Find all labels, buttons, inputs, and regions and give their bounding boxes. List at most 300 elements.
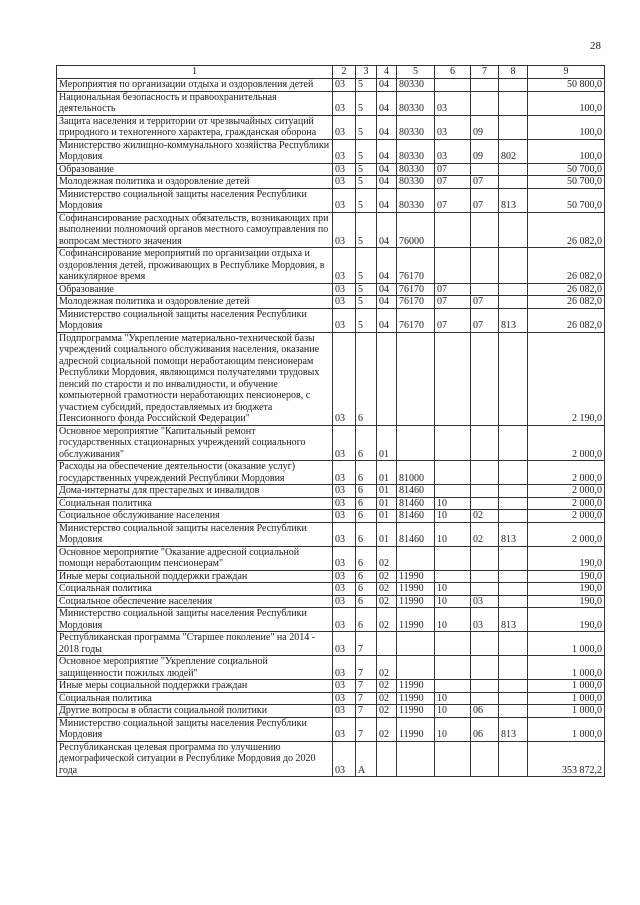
code-ministry bbox=[499, 283, 528, 296]
code-event: 04 bbox=[377, 139, 397, 163]
row-name: Министерство жилищно-коммунального хозяйства Республики Мордовия bbox=[57, 139, 333, 163]
column-header: 5 bbox=[397, 66, 435, 79]
code-direction: 80330 bbox=[397, 163, 435, 176]
code-subprogram: 7 bbox=[356, 717, 377, 741]
code-direction bbox=[397, 741, 435, 777]
code-subprogram: 7 bbox=[356, 632, 377, 656]
code-event: 04 bbox=[377, 79, 397, 92]
code-program: 03 bbox=[333, 680, 356, 693]
code-section: 10 bbox=[435, 595, 471, 608]
code-ministry bbox=[499, 692, 528, 705]
code-subsection: 02 bbox=[471, 522, 499, 546]
code-event: 04 bbox=[377, 283, 397, 296]
code-subsection: 06 bbox=[471, 717, 499, 741]
code-subprogram: 6 bbox=[356, 510, 377, 523]
code-section bbox=[435, 485, 471, 498]
code-direction bbox=[397, 656, 435, 680]
row-name: Подпрограмма "Укрепление материально-технической базы учреждений социального обслуживания населения, оказание адресной социальной помощи неработающим пенсионерам Республики Мордовия, являющимся получателями трудовых пенсий по старости и по инвалидности, и обучение компьютерной грамотности неработающих пенсионеров, с участием субсидий, предоставляемых из бюджета Пенсионного фонда Российской Федерации" bbox=[57, 332, 333, 425]
code-event: 01 bbox=[377, 510, 397, 523]
column-header: 7 bbox=[471, 66, 499, 79]
page-number: 28 bbox=[590, 40, 601, 52]
row-name: Молодежная политика и оздоровление детей bbox=[57, 176, 333, 189]
row-name: Софинансирование расходных обязательств, возникающих при выполнении полномочий органов местного самоуправления по вопросам местного значения bbox=[57, 212, 333, 248]
code-subsection: 03 bbox=[471, 608, 499, 632]
code-section: 10 bbox=[435, 497, 471, 510]
code-subprogram: 5 bbox=[356, 308, 377, 332]
code-direction: 81460 bbox=[397, 522, 435, 546]
code-ministry: 813 bbox=[499, 188, 528, 212]
code-direction: 80330 bbox=[397, 139, 435, 163]
code-subprogram: 5 bbox=[356, 248, 377, 284]
code-ministry bbox=[499, 510, 528, 523]
code-event: 04 bbox=[377, 163, 397, 176]
code-direction bbox=[397, 546, 435, 570]
row-amount: 50 700,0 bbox=[528, 176, 605, 189]
code-program: 03 bbox=[333, 608, 356, 632]
code-ministry bbox=[499, 212, 528, 248]
row-amount: 190,0 bbox=[528, 583, 605, 596]
row-name: Образование bbox=[57, 163, 333, 176]
column-header: 2 bbox=[333, 66, 356, 79]
row-amount: 190,0 bbox=[528, 608, 605, 632]
code-subprogram: 6 bbox=[356, 595, 377, 608]
row-name: Национальная безопасность и правоохранительная деятельность bbox=[57, 91, 333, 115]
row-name: Министерство социальной защиты населения Республики Мордовия bbox=[57, 188, 333, 212]
row-name: Образование bbox=[57, 283, 333, 296]
code-program: 03 bbox=[333, 296, 356, 309]
code-section bbox=[435, 656, 471, 680]
table-row bbox=[57, 308, 605, 332]
code-subsection bbox=[471, 570, 499, 583]
code-program: 03 bbox=[333, 485, 356, 498]
code-event: 04 bbox=[377, 188, 397, 212]
code-direction: 81460 bbox=[397, 510, 435, 523]
row-name: Основное мероприятие "Оказание адресной социальной помощи неработающим пенсионерам" bbox=[57, 546, 333, 570]
code-ministry bbox=[499, 570, 528, 583]
row-name: Министерство социальной защиты населения Республики Мордовия bbox=[57, 308, 333, 332]
table-row bbox=[57, 692, 605, 705]
row-amount: 100,0 bbox=[528, 91, 605, 115]
row-amount: 1 000,0 bbox=[528, 656, 605, 680]
code-subsection bbox=[471, 546, 499, 570]
row-name: Иные меры социальной поддержки граждан bbox=[57, 680, 333, 693]
code-ministry: 813 bbox=[499, 717, 528, 741]
table-row bbox=[57, 91, 605, 115]
row-amount: 26 082,0 bbox=[528, 248, 605, 284]
table-row bbox=[57, 595, 605, 608]
code-subprogram: 6 bbox=[356, 497, 377, 510]
code-event: 02 bbox=[377, 656, 397, 680]
code-section: 07 bbox=[435, 308, 471, 332]
row-amount: 190,0 bbox=[528, 546, 605, 570]
table-body bbox=[57, 79, 605, 777]
code-subprogram: 5 bbox=[356, 163, 377, 176]
code-subprogram: 6 bbox=[356, 461, 377, 485]
code-direction: 11990 bbox=[397, 583, 435, 596]
table-row bbox=[57, 283, 605, 296]
code-subsection bbox=[471, 212, 499, 248]
code-subsection: 07 bbox=[471, 188, 499, 212]
code-subsection bbox=[471, 248, 499, 284]
code-ministry bbox=[499, 163, 528, 176]
code-section: 07 bbox=[435, 163, 471, 176]
code-subprogram: 5 bbox=[356, 139, 377, 163]
column-header: 1 bbox=[57, 66, 333, 79]
code-section bbox=[435, 79, 471, 92]
code-subsection: 07 bbox=[471, 308, 499, 332]
code-event: 01 bbox=[377, 461, 397, 485]
code-program: 03 bbox=[333, 79, 356, 92]
code-direction: 80330 bbox=[397, 91, 435, 115]
code-section bbox=[435, 248, 471, 284]
code-event: 02 bbox=[377, 705, 397, 718]
code-ministry: 813 bbox=[499, 608, 528, 632]
row-name: Министерство социальной защиты населения Республики Мордовия bbox=[57, 522, 333, 546]
code-program: 03 bbox=[333, 522, 356, 546]
code-ministry: 813 bbox=[499, 522, 528, 546]
row-name: Основное мероприятие "Укрепление социальной защищенности пожилых людей" bbox=[57, 656, 333, 680]
table-row bbox=[57, 705, 605, 718]
code-program: 03 bbox=[333, 632, 356, 656]
code-section: 03 bbox=[435, 139, 471, 163]
code-subsection bbox=[471, 497, 499, 510]
code-ministry bbox=[499, 115, 528, 139]
code-ministry bbox=[499, 705, 528, 718]
row-name: Иные меры социальной поддержки граждан bbox=[57, 570, 333, 583]
budget-table bbox=[56, 65, 605, 777]
code-program: 03 bbox=[333, 332, 356, 425]
code-direction: 11990 bbox=[397, 570, 435, 583]
code-program: 03 bbox=[333, 570, 356, 583]
code-program: 03 bbox=[333, 139, 356, 163]
row-name: Молодежная политика и оздоровление детей bbox=[57, 296, 333, 309]
table-row bbox=[57, 583, 605, 596]
code-direction: 76000 bbox=[397, 212, 435, 248]
code-section bbox=[435, 570, 471, 583]
code-event: 01 bbox=[377, 522, 397, 546]
code-subsection bbox=[471, 632, 499, 656]
code-subprogram: 6 bbox=[356, 583, 377, 596]
code-subsection bbox=[471, 91, 499, 115]
row-name: Защита населения и территории от чрезвычайных ситуаций природного и техногенного характера, гражданская оборона bbox=[57, 115, 333, 139]
row-amount: 2 000,0 bbox=[528, 522, 605, 546]
row-name: Социальная политика bbox=[57, 583, 333, 596]
code-ministry bbox=[499, 176, 528, 189]
code-ministry bbox=[499, 485, 528, 498]
code-subprogram: 5 bbox=[356, 91, 377, 115]
row-name: Социальное обслуживание населения bbox=[57, 510, 333, 523]
code-direction: 76170 bbox=[397, 308, 435, 332]
code-event bbox=[377, 332, 397, 425]
code-subprogram: 5 bbox=[356, 212, 377, 248]
code-direction: 11990 bbox=[397, 705, 435, 718]
row-amount: 2 000,0 bbox=[528, 510, 605, 523]
code-section: 03 bbox=[435, 91, 471, 115]
row-name: Республиканская программа "Старшее поколение" на 2014 - 2018 годы bbox=[57, 632, 333, 656]
code-event: 02 bbox=[377, 546, 397, 570]
table-row bbox=[57, 248, 605, 284]
code-subprogram: 7 bbox=[356, 680, 377, 693]
code-ministry bbox=[499, 79, 528, 92]
code-program: 03 bbox=[333, 308, 356, 332]
code-subsection: 09 bbox=[471, 139, 499, 163]
code-section bbox=[435, 425, 471, 461]
code-event: 04 bbox=[377, 212, 397, 248]
table-row bbox=[57, 522, 605, 546]
code-subsection bbox=[471, 283, 499, 296]
code-subsection: 03 bbox=[471, 595, 499, 608]
code-direction: 80330 bbox=[397, 115, 435, 139]
row-name: Министерство социальной защиты населения Республики Мордовия bbox=[57, 608, 333, 632]
code-event: 02 bbox=[377, 570, 397, 583]
code-event: 01 bbox=[377, 485, 397, 498]
code-event: 02 bbox=[377, 717, 397, 741]
code-subprogram: 6 bbox=[356, 425, 377, 461]
code-section: 10 bbox=[435, 583, 471, 596]
code-section: 10 bbox=[435, 717, 471, 741]
code-subprogram: 5 bbox=[356, 296, 377, 309]
code-subsection bbox=[471, 332, 499, 425]
code-program: 03 bbox=[333, 188, 356, 212]
row-name: Расходы на обеспечение деятельности (оказание услуг) государственных учреждений Республики Мордовия bbox=[57, 461, 333, 485]
code-event bbox=[377, 741, 397, 777]
code-direction: 76170 bbox=[397, 296, 435, 309]
code-event: 02 bbox=[377, 583, 397, 596]
code-section: 10 bbox=[435, 608, 471, 632]
row-name: Социальная политика bbox=[57, 497, 333, 510]
row-amount: 1 000,0 bbox=[528, 632, 605, 656]
row-name: Основное мероприятие "Капитальный ремонт государственных стационарных учреждений социального обслуживания" bbox=[57, 425, 333, 461]
code-section: 07 bbox=[435, 283, 471, 296]
code-direction: 11990 bbox=[397, 595, 435, 608]
code-program: 03 bbox=[333, 717, 356, 741]
row-amount: 2 000,0 bbox=[528, 485, 605, 498]
row-amount: 50 700,0 bbox=[528, 188, 605, 212]
code-subprogram: 5 bbox=[356, 115, 377, 139]
row-name: Социальное обеспечение населения bbox=[57, 595, 333, 608]
table-row bbox=[57, 332, 605, 425]
table-row bbox=[57, 717, 605, 741]
code-section: 07 bbox=[435, 188, 471, 212]
code-ministry bbox=[499, 296, 528, 309]
code-ministry bbox=[499, 425, 528, 461]
code-subprogram: 6 bbox=[356, 608, 377, 632]
code-program: 03 bbox=[333, 510, 356, 523]
row-amount: 26 082,0 bbox=[528, 283, 605, 296]
table-row bbox=[57, 163, 605, 176]
code-section bbox=[435, 632, 471, 656]
row-name: Республиканская целевая программа по улучшению демографической ситуации в Республике Мордовия до 2020 года bbox=[57, 741, 333, 777]
code-event: 04 bbox=[377, 115, 397, 139]
code-subprogram: 6 bbox=[356, 332, 377, 425]
code-event: 02 bbox=[377, 608, 397, 632]
row-amount: 1 000,0 bbox=[528, 717, 605, 741]
row-amount: 50 800,0 bbox=[528, 79, 605, 92]
code-subsection bbox=[471, 425, 499, 461]
code-program: 03 bbox=[333, 741, 356, 777]
code-section bbox=[435, 212, 471, 248]
code-ministry bbox=[499, 680, 528, 693]
code-subprogram: А bbox=[356, 741, 377, 777]
table-row bbox=[57, 741, 605, 777]
code-program: 03 bbox=[333, 283, 356, 296]
code-section bbox=[435, 546, 471, 570]
row-amount: 26 082,0 bbox=[528, 212, 605, 248]
code-subsection: 02 bbox=[471, 510, 499, 523]
code-program: 03 bbox=[333, 692, 356, 705]
code-subsection: 07 bbox=[471, 176, 499, 189]
code-program: 03 bbox=[333, 115, 356, 139]
table-row bbox=[57, 546, 605, 570]
code-subsection bbox=[471, 79, 499, 92]
code-ministry bbox=[499, 632, 528, 656]
row-amount: 2 190,0 bbox=[528, 332, 605, 425]
code-event: 01 bbox=[377, 425, 397, 461]
code-direction: 80330 bbox=[397, 176, 435, 189]
row-amount: 2 000,0 bbox=[528, 425, 605, 461]
code-ministry bbox=[499, 656, 528, 680]
code-ministry bbox=[499, 546, 528, 570]
table-row bbox=[57, 510, 605, 523]
code-section: 10 bbox=[435, 510, 471, 523]
code-section bbox=[435, 461, 471, 485]
code-program: 03 bbox=[333, 705, 356, 718]
table-row bbox=[57, 485, 605, 498]
row-amount: 26 082,0 bbox=[528, 296, 605, 309]
code-subprogram: 6 bbox=[356, 546, 377, 570]
code-section: 07 bbox=[435, 176, 471, 189]
row-amount: 353 872,2 bbox=[528, 741, 605, 777]
code-event: 04 bbox=[377, 308, 397, 332]
code-program: 03 bbox=[333, 595, 356, 608]
row-amount: 1 000,0 bbox=[528, 680, 605, 693]
code-event: 04 bbox=[377, 91, 397, 115]
code-direction bbox=[397, 425, 435, 461]
row-amount: 26 082,0 bbox=[528, 308, 605, 332]
code-program: 03 bbox=[333, 212, 356, 248]
code-subprogram: 5 bbox=[356, 283, 377, 296]
code-direction: 81460 bbox=[397, 497, 435, 510]
row-amount: 2 000,0 bbox=[528, 497, 605, 510]
table-row bbox=[57, 139, 605, 163]
code-direction: 81000 bbox=[397, 461, 435, 485]
code-direction: 11990 bbox=[397, 692, 435, 705]
code-program: 03 bbox=[333, 163, 356, 176]
header-row bbox=[57, 66, 605, 79]
row-amount: 1 000,0 bbox=[528, 692, 605, 705]
code-subsection bbox=[471, 680, 499, 693]
code-subsection bbox=[471, 656, 499, 680]
code-direction: 11990 bbox=[397, 717, 435, 741]
code-direction bbox=[397, 632, 435, 656]
code-direction: 80330 bbox=[397, 188, 435, 212]
code-section: 03 bbox=[435, 115, 471, 139]
row-amount: 190,0 bbox=[528, 595, 605, 608]
code-ministry bbox=[499, 595, 528, 608]
code-program: 03 bbox=[333, 497, 356, 510]
row-name: Софинансирование мероприятий по организации отдыха и оздоровления детей, проживающих в Республике Мордовия, в каникулярное время bbox=[57, 248, 333, 284]
code-section bbox=[435, 741, 471, 777]
column-header: 9 bbox=[528, 66, 605, 79]
code-program: 03 bbox=[333, 91, 356, 115]
column-header: 3 bbox=[356, 66, 377, 79]
code-event: 01 bbox=[377, 497, 397, 510]
row-name: Социальная политика bbox=[57, 692, 333, 705]
code-subprogram: 6 bbox=[356, 522, 377, 546]
code-direction: 81460 bbox=[397, 485, 435, 498]
code-ministry bbox=[499, 583, 528, 596]
code-subsection: 06 bbox=[471, 705, 499, 718]
row-amount: 1 000,0 bbox=[528, 705, 605, 718]
code-direction: 80330 bbox=[397, 79, 435, 92]
row-amount: 100,0 bbox=[528, 139, 605, 163]
table-row bbox=[57, 176, 605, 189]
code-section bbox=[435, 332, 471, 425]
code-subsection bbox=[471, 741, 499, 777]
code-program: 03 bbox=[333, 583, 356, 596]
code-program: 03 bbox=[333, 461, 356, 485]
code-event: 04 bbox=[377, 248, 397, 284]
code-subprogram: 5 bbox=[356, 188, 377, 212]
code-ministry: 813 bbox=[499, 308, 528, 332]
row-amount: 50 700,0 bbox=[528, 163, 605, 176]
code-direction bbox=[397, 332, 435, 425]
code-event: 02 bbox=[377, 680, 397, 693]
code-event: 02 bbox=[377, 692, 397, 705]
code-section: 10 bbox=[435, 522, 471, 546]
table-row bbox=[57, 115, 605, 139]
table-row bbox=[57, 296, 605, 309]
code-ministry: 802 bbox=[499, 139, 528, 163]
code-event: 02 bbox=[377, 595, 397, 608]
column-header: 4 bbox=[377, 66, 397, 79]
code-event bbox=[377, 632, 397, 656]
row-amount: 190,0 bbox=[528, 570, 605, 583]
row-name: Мероприятия по организации отдыха и оздоровления детей bbox=[57, 79, 333, 92]
code-ministry bbox=[499, 332, 528, 425]
code-subsection bbox=[471, 485, 499, 498]
table-row bbox=[57, 461, 605, 485]
table-row bbox=[57, 656, 605, 680]
code-ministry bbox=[499, 248, 528, 284]
column-header: 6 bbox=[435, 66, 471, 79]
code-subsection bbox=[471, 692, 499, 705]
row-name: Другие вопросы в области социальной политики bbox=[57, 705, 333, 718]
code-program: 03 bbox=[333, 546, 356, 570]
row-amount: 2 000,0 bbox=[528, 461, 605, 485]
code-event: 04 bbox=[377, 296, 397, 309]
table-row bbox=[57, 188, 605, 212]
code-ministry bbox=[499, 741, 528, 777]
column-header: 8 bbox=[499, 66, 528, 79]
code-program: 03 bbox=[333, 248, 356, 284]
code-program: 03 bbox=[333, 656, 356, 680]
code-direction: 11990 bbox=[397, 680, 435, 693]
table-row bbox=[57, 497, 605, 510]
code-subprogram: 6 bbox=[356, 570, 377, 583]
code-program: 03 bbox=[333, 425, 356, 461]
code-subsection bbox=[471, 461, 499, 485]
code-program: 03 bbox=[333, 176, 356, 189]
code-ministry bbox=[499, 461, 528, 485]
table-row bbox=[57, 608, 605, 632]
table-row bbox=[57, 632, 605, 656]
code-subsection: 07 bbox=[471, 296, 499, 309]
table-row bbox=[57, 570, 605, 583]
code-event: 04 bbox=[377, 176, 397, 189]
row-amount: 100,0 bbox=[528, 115, 605, 139]
code-subprogram: 5 bbox=[356, 79, 377, 92]
